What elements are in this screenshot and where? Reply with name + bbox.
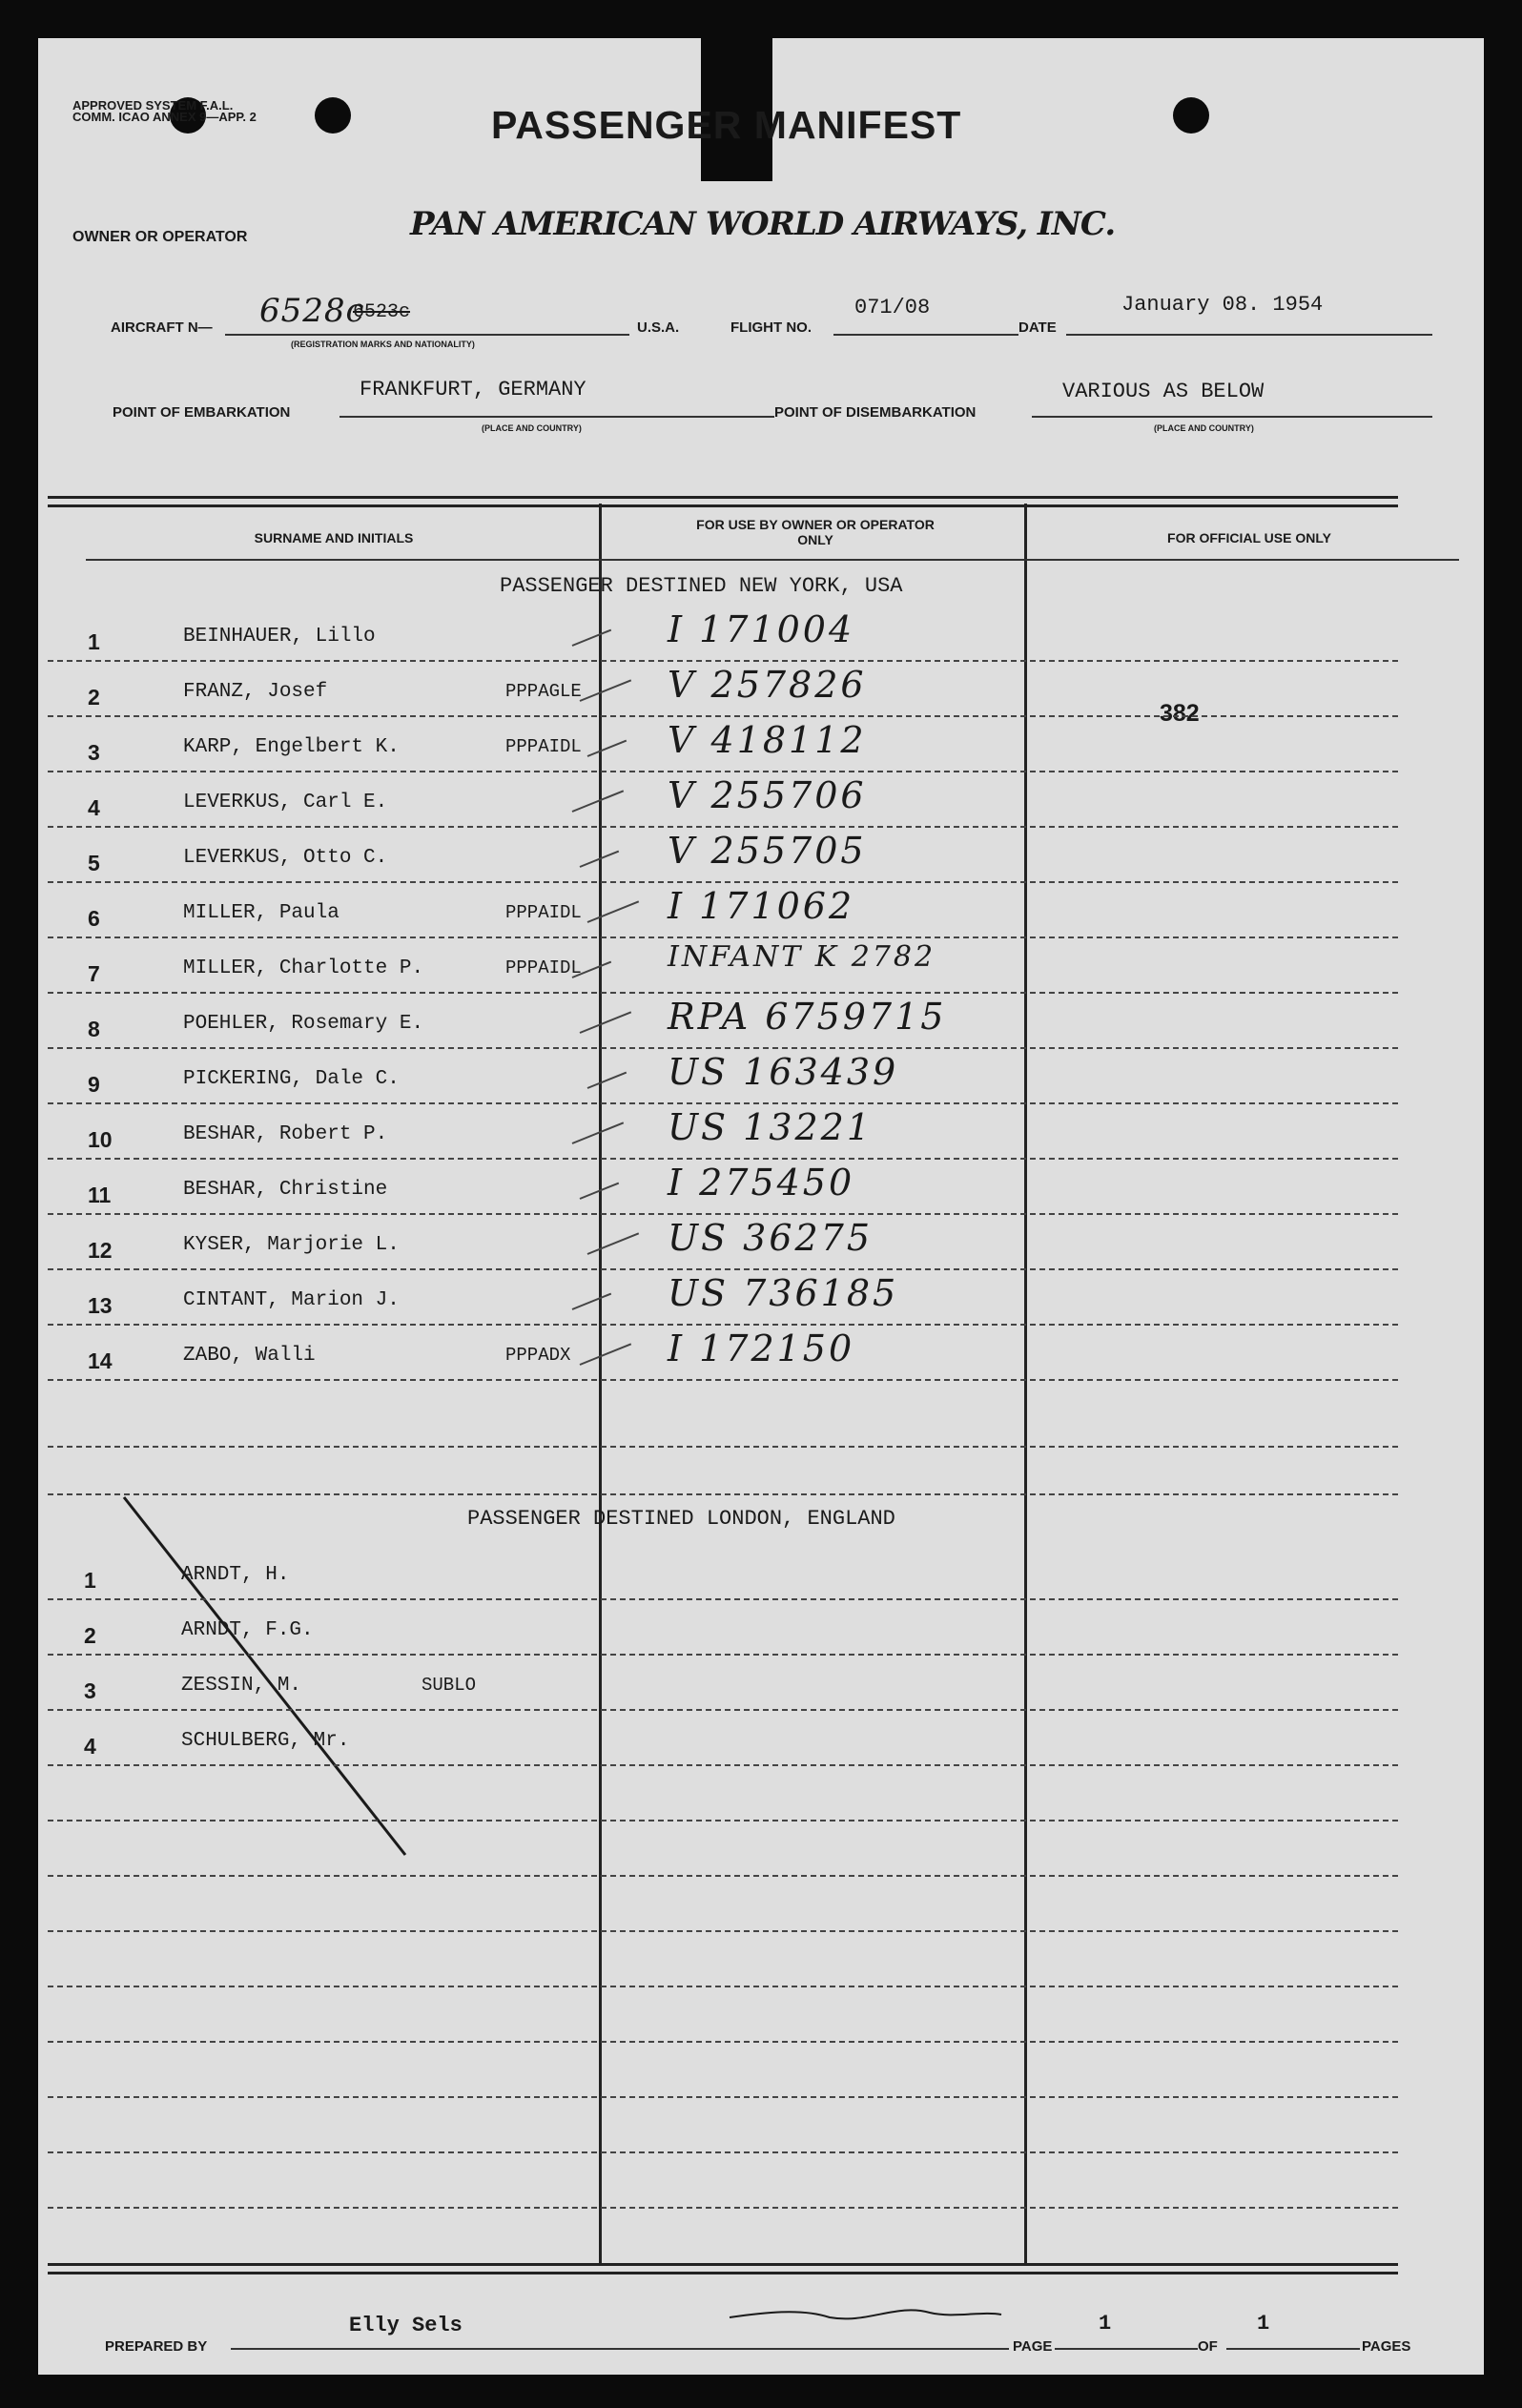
row-rule — [48, 936, 1398, 938]
blank-row-rule — [48, 1875, 1398, 1877]
row-rule — [48, 1213, 1398, 1215]
aircraft-value: 6528c — [259, 292, 365, 330]
manifest-sheet — [38, 38, 1484, 2375]
row-rule — [48, 1102, 1398, 1104]
passport-number: INFANT K 2782 — [668, 940, 936, 974]
passenger-code: PPPAGLE — [505, 681, 582, 702]
punch-hole — [1173, 97, 1209, 134]
column-divider — [1024, 504, 1027, 2263]
section-heading-new-york: PASSENGER DESTINED NEW YORK, USA — [500, 574, 903, 598]
passport-number: V 257826 — [668, 664, 867, 706]
row-rule — [48, 881, 1398, 883]
passport-number: US 163439 — [668, 1051, 899, 1093]
passport-number: RPA 6759715 — [668, 996, 947, 1038]
passenger-name: PICKERING, Dale C. — [183, 1068, 400, 1090]
blank-row-rule — [48, 1820, 1398, 1821]
row-rule — [48, 1446, 1398, 1448]
flight-number: 071/08 — [854, 296, 931, 319]
passenger-number: 4 — [88, 795, 100, 820]
column-header-official: FOR OFFICIAL USE ONLY — [1167, 530, 1331, 545]
passport-number: V 255706 — [668, 774, 867, 816]
owner-label: OWNER OR OPERATOR — [72, 229, 248, 245]
passenger-number: 11 — [88, 1183, 112, 1207]
blank-row-rule — [48, 2151, 1398, 2153]
row-rule — [48, 1493, 1398, 1495]
pages-label: PAGES — [1362, 2338, 1411, 2355]
aircraft-struck-value: 6523c — [353, 301, 411, 323]
approval-note: APPROVED SYSTEM F.A.L. COMM. ICAO ANNEX 9—APP. 2 — [72, 98, 257, 124]
passenger-name: CINTANT, Marion J. — [183, 1289, 400, 1311]
passport-number: I 171062 — [668, 885, 855, 927]
aircraft-label: AIRCRAFT N— — [111, 319, 213, 336]
blank-row-rule — [48, 1930, 1398, 1932]
prepared-by-label: PREPARED BY — [105, 2338, 208, 2355]
passenger-number: 13 — [88, 1293, 113, 1318]
passenger-number: 4 — [84, 1734, 96, 1759]
column-header-surname: SURNAME AND INITIALS — [254, 530, 414, 545]
of-label: OF — [1198, 2338, 1218, 2355]
passenger-number: 2 — [84, 1623, 96, 1648]
row-rule — [48, 826, 1398, 828]
passenger-name: LEVERKUS, Otto C. — [183, 847, 388, 869]
row-rule — [48, 1379, 1398, 1381]
passenger-code: PPPADX — [505, 1345, 571, 1366]
column-divider — [599, 504, 602, 2263]
row-rule — [48, 1047, 1398, 1049]
passenger-code: PPPAIDL — [505, 957, 582, 978]
row-rule — [48, 1709, 1398, 1711]
passenger-name: BESHAR, Robert P. — [183, 1123, 388, 1145]
passenger-number: 8 — [88, 1017, 100, 1041]
flight-label: FLIGHT NO. — [730, 319, 812, 336]
date-label: DATE — [1018, 319, 1057, 336]
passenger-number: 5 — [88, 851, 100, 875]
owner-name: PAN AMERICAN WORLD AIRWAYS, INC. — [410, 205, 1116, 243]
passenger-number: 1 — [84, 1568, 96, 1593]
row-rule — [48, 992, 1398, 994]
page-count: 1 — [1257, 2312, 1270, 2336]
prepared-by-value: Elly Sels — [349, 2314, 463, 2337]
passenger-name: ZABO, Walli — [183, 1345, 316, 1367]
passenger-name: SCHULBERG, Mr. — [181, 1730, 350, 1752]
column-header-operator: FOR USE BY OWNER OR OPERATOR ONLY — [696, 517, 935, 547]
row-rule — [48, 1598, 1398, 1600]
passenger-number: 10 — [88, 1127, 113, 1152]
passenger-name: ARNDT, H. — [181, 1564, 290, 1586]
embarkation-label: POINT OF EMBARKATION — [113, 404, 291, 421]
blank-row-rule — [48, 2041, 1398, 2043]
passenger-name: KYSER, Marjorie L. — [183, 1234, 400, 1256]
section-heading-london: PASSENGER DESTINED LONDON, ENGLAND — [467, 1507, 895, 1531]
passenger-name: FRANZ, Josef — [183, 681, 328, 703]
row-rule — [48, 1158, 1398, 1160]
official-number: 382 — [1160, 700, 1200, 727]
usa-label: U.S.A. — [637, 319, 680, 336]
punch-hole — [315, 97, 351, 134]
passenger-name: BEINHAUER, Lillo — [183, 626, 376, 648]
flight-date: January 08. 1954 — [1121, 293, 1324, 317]
passenger-name: MILLER, Paula — [183, 902, 339, 924]
blank-row-rule — [48, 2207, 1398, 2209]
passenger-name: ZESSIN, M. — [181, 1675, 302, 1697]
blank-row-rule — [48, 1986, 1398, 1987]
disembarkation-value: VARIOUS AS BELOW — [1062, 380, 1265, 403]
row-rule — [48, 1268, 1398, 1270]
row-rule — [48, 715, 1398, 717]
passport-number: I 275450 — [668, 1162, 855, 1204]
row-rule — [48, 771, 1398, 772]
page-label: PAGE — [1013, 2338, 1053, 2355]
passenger-code: PPPAIDL — [505, 736, 582, 757]
blank-row-rule — [48, 2096, 1398, 2098]
passenger-name: KARP, Engelbert K. — [183, 736, 400, 758]
passenger-number: 12 — [88, 1238, 113, 1263]
passport-number: US 13221 — [668, 1106, 874, 1148]
passport-number: US 736185 — [668, 1272, 899, 1314]
passenger-number: 6 — [88, 906, 100, 931]
page-number: 1 — [1099, 2312, 1112, 2336]
passenger-name: ARNDT, F.G. — [181, 1619, 314, 1641]
passenger-number: 3 — [88, 740, 100, 765]
disembarkation-label: POINT OF DISEMBARKATION — [774, 404, 977, 421]
table-top-rule — [48, 496, 1398, 507]
row-rule — [48, 660, 1398, 662]
passport-number: V 255705 — [668, 830, 867, 872]
signature — [725, 2294, 1011, 2332]
row-rule — [48, 1764, 1398, 1766]
passenger-name: BESHAR, Christine — [183, 1179, 388, 1201]
strike-through-line — [114, 1488, 420, 1860]
passport-number: I 171004 — [668, 608, 855, 650]
passenger-number: 1 — [88, 629, 100, 654]
row-rule — [48, 1654, 1398, 1656]
passenger-code: SUBLO — [422, 1675, 477, 1696]
passenger-name: POEHLER, Rosemary E. — [183, 1013, 424, 1035]
aircraft-caption: (REGISTRATION MARKS AND NATIONALITY) — [291, 340, 475, 349]
passenger-number: 9 — [88, 1072, 100, 1097]
passenger-number: 14 — [88, 1348, 113, 1373]
table-bottom-rule — [48, 2263, 1398, 2274]
page-title: PASSENGER MANIFEST — [491, 103, 962, 147]
embarkation-caption: (PLACE AND COUNTRY) — [482, 423, 582, 433]
passport-number: US 36275 — [668, 1217, 874, 1259]
row-rule — [48, 1324, 1398, 1326]
passenger-number: 2 — [88, 685, 100, 710]
passenger-number: 3 — [84, 1678, 96, 1703]
embarkation-value: FRANKFURT, GERMANY — [360, 378, 586, 401]
passenger-code: PPPAIDL — [505, 902, 582, 923]
passport-number: V 418112 — [668, 719, 867, 761]
disembarkation-caption: (PLACE AND COUNTRY) — [1154, 423, 1254, 433]
passenger-number: 7 — [88, 961, 100, 986]
passenger-name: MILLER, Charlotte P. — [183, 957, 424, 979]
passport-number: I 172150 — [668, 1327, 855, 1369]
passenger-name: LEVERKUS, Carl E. — [183, 792, 388, 813]
